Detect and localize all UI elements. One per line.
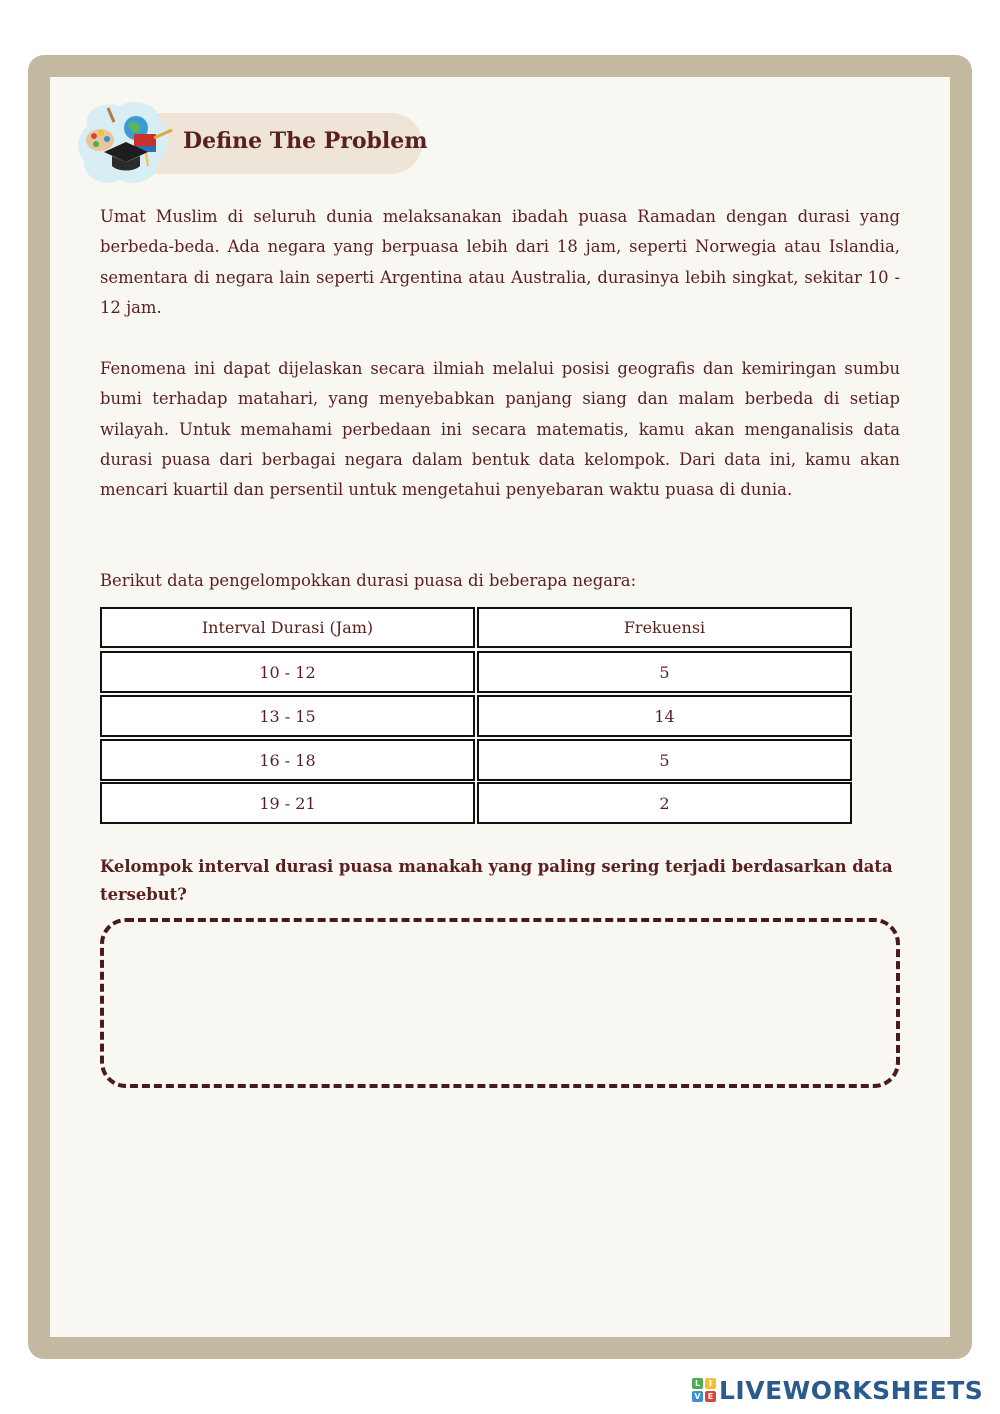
logo-letter: L <box>692 1378 703 1389</box>
logo-letter: V <box>692 1391 703 1402</box>
table-cell-frequency: 5 <box>477 739 852 781</box>
answer-input-box[interactable] <box>100 918 900 1088</box>
liveworksheets-logo-text: LIVEWORKSHEETS <box>719 1375 984 1405</box>
table-header-interval: Interval Durasi (Jam) <box>100 607 475 648</box>
table-cell-interval: 16 - 18 <box>100 739 475 781</box>
graduation-cap-art-icon <box>74 96 174 188</box>
table-header-frequency: Frekuensi <box>477 607 852 648</box>
section-title: Define The Problem <box>183 128 428 154</box>
intro-paragraph-2: Fenomena ini dapat dijelaskan secara ilmiah melalui posisi geografis dan kemiringan sumbu bumi terhadap matahari, yang menyebabkan panjang siang dan malam berbeda di setiap wilayah. Untuk memahami perbedaan ini secara matematis, kamu akan menganalisis data durasi puasa dari berbagai negara dalam bentuk data kelompok. Dari data ini, kamu akan mencari kuartil dan persentil untuk mengetahui penyebaran waktu puasa di dunia. <box>100 359 900 500</box>
table-cell-frequency: 14 <box>477 695 852 737</box>
liveworksheets-squares-icon <box>692 1378 716 1402</box>
table-cell-interval: 13 - 15 <box>100 695 475 737</box>
table-cell-interval: 19 - 21 <box>100 782 475 824</box>
table-intro: Berikut data pengelompokkan durasi puasa di beberapa negara: <box>100 571 637 590</box>
logo-letter: I <box>705 1378 716 1389</box>
table-cell-interval: 10 - 12 <box>100 651 475 693</box>
question-text: Kelompok interval durasi puasa manakah yang paling sering terjadi berdasarkan data tersebut? <box>100 857 893 904</box>
liveworksheets-logo <box>692 1374 983 1406</box>
table-cell-frequency: 5 <box>477 651 852 693</box>
table-cell-frequency: 2 <box>477 782 852 824</box>
logo-letter: E <box>705 1391 716 1402</box>
intro-paragraph-1: Umat Muslim di seluruh dunia melaksanakan ibadah puasa Ramadan dengan durasi yang berbeda-beda. Ada negara yang berpuasa lebih dari 18 jam, seperti Norwegia atau Islandia, sementara di negara lain seperti Argentina atau Australia, durasinya lebih singkat, sekitar 10 - 12 jam. <box>100 207 900 317</box>
